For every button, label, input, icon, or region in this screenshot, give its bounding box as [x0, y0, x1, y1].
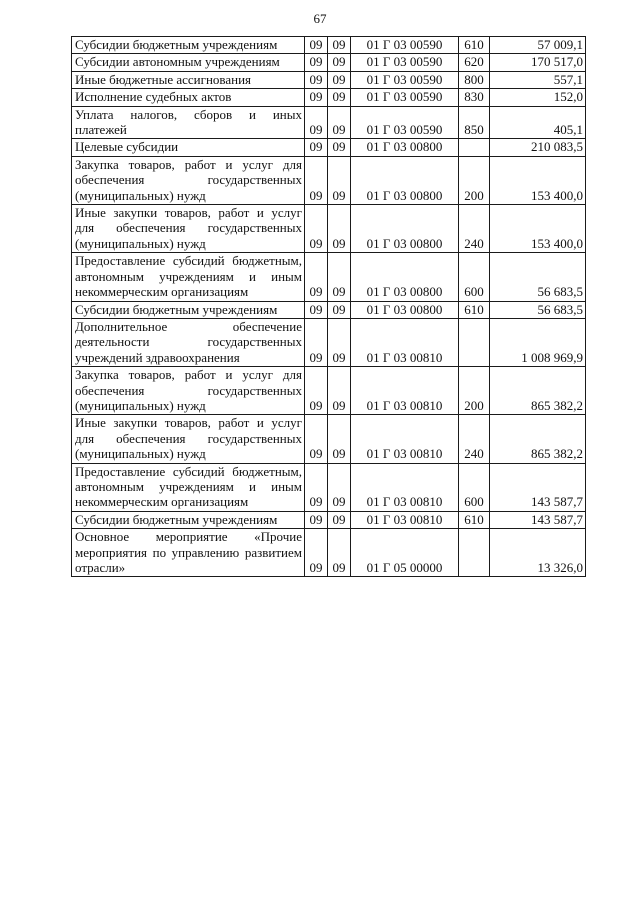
table-row: [72, 71, 586, 88]
budget-table-body: [72, 37, 586, 577]
row-section: 09: [305, 301, 328, 318]
row-expense-type: 800: [459, 71, 490, 88]
row-amount: 143 587,7: [490, 463, 586, 511]
table-row: [72, 301, 586, 318]
row-name: Субсидии бюджетным учреждениям: [72, 301, 305, 318]
row-amount: 56 683,5: [490, 253, 586, 301]
row-amount: 153 400,0: [490, 156, 586, 204]
row-target-article: 01 Г 03 00810: [351, 318, 459, 366]
row-section: 09: [305, 463, 328, 511]
row-expense-type: 200: [459, 156, 490, 204]
table-row: [72, 156, 586, 204]
table-row: [72, 54, 586, 71]
row-name: Предоставление субсидий бюджетным, автономным учреждениям и иным некоммерческим организациям: [72, 253, 305, 301]
row-name: Целевые субсидии: [72, 139, 305, 156]
row-amount: 405,1: [490, 106, 586, 139]
row-target-article: 01 Г 03 00810: [351, 511, 459, 528]
row-target-article: 01 Г 03 00590: [351, 54, 459, 71]
row-name: Субсидии бюджетным учреждениям: [72, 37, 305, 54]
row-subsection: 09: [328, 463, 351, 511]
table-row: [72, 367, 586, 415]
row-name: Иные закупки товаров, работ и услуг для обеспечения государственных (муниципальных) нужд: [72, 415, 305, 463]
table-row: [72, 89, 586, 106]
row-amount: 153 400,0: [490, 205, 586, 253]
row-expense-type: 850: [459, 106, 490, 139]
row-name: Субсидии автономным учреждениям: [72, 54, 305, 71]
row-amount: 143 587,7: [490, 511, 586, 528]
row-expense-type: 600: [459, 463, 490, 511]
row-subsection: 09: [328, 318, 351, 366]
row-expense-type: [459, 529, 490, 577]
row-amount: 57 009,1: [490, 37, 586, 54]
row-expense-type: 240: [459, 205, 490, 253]
row-section: 09: [305, 37, 328, 54]
row-target-article: 01 Г 03 00800: [351, 205, 459, 253]
table-row: [72, 463, 586, 511]
row-section: 09: [305, 54, 328, 71]
row-target-article: 01 Г 03 00590: [351, 37, 459, 54]
row-name: Дополнительное обеспечение деятельности государственных учреждений здравоохранения: [72, 318, 305, 366]
table-row: [72, 511, 586, 528]
row-subsection: 09: [328, 106, 351, 139]
row-amount: 557,1: [490, 71, 586, 88]
row-section: 09: [305, 89, 328, 106]
row-expense-type: [459, 318, 490, 366]
row-name: Субсидии бюджетным учреждениям: [72, 511, 305, 528]
table-row: [72, 529, 586, 577]
row-target-article: 01 Г 03 00800: [351, 139, 459, 156]
row-amount: 210 083,5: [490, 139, 586, 156]
row-amount: 865 382,2: [490, 367, 586, 415]
row-expense-type: 610: [459, 511, 490, 528]
row-expense-type: 620: [459, 54, 490, 71]
row-expense-type: 830: [459, 89, 490, 106]
row-target-article: 01 Г 03 00800: [351, 156, 459, 204]
row-target-article: 01 Г 05 00000: [351, 529, 459, 577]
row-amount: 152,0: [490, 89, 586, 106]
row-name: Предоставление субсидий бюджетным, автономным учреждениям и иным некоммерческим организациям: [72, 463, 305, 511]
table-row: [72, 106, 586, 139]
row-amount: 865 382,2: [490, 415, 586, 463]
row-subsection: 09: [328, 71, 351, 88]
row-target-article: 01 Г 03 00590: [351, 71, 459, 88]
row-amount: 170 517,0: [490, 54, 586, 71]
table-row: [72, 37, 586, 54]
row-name: Иные закупки товаров, работ и услуг для обеспечения государственных (муниципальных) нужд: [72, 205, 305, 253]
row-subsection: 09: [328, 529, 351, 577]
row-target-article: 01 Г 03 00810: [351, 415, 459, 463]
table-row: [72, 253, 586, 301]
row-target-article: 01 Г 03 00810: [351, 463, 459, 511]
row-expense-type: 600: [459, 253, 490, 301]
row-expense-type: 610: [459, 301, 490, 318]
row-target-article: 01 Г 03 00590: [351, 106, 459, 139]
row-subsection: 09: [328, 253, 351, 301]
row-expense-type: [459, 139, 490, 156]
row-amount: 13 326,0: [490, 529, 586, 577]
row-subsection: 09: [328, 511, 351, 528]
row-target-article: 01 Г 03 00800: [351, 253, 459, 301]
row-section: 09: [305, 106, 328, 139]
row-name: Иные бюджетные ассигнования: [72, 71, 305, 88]
row-section: 09: [305, 205, 328, 253]
row-subsection: 09: [328, 205, 351, 253]
row-subsection: 09: [328, 156, 351, 204]
row-subsection: 09: [328, 139, 351, 156]
row-section: 09: [305, 529, 328, 577]
table-row: [72, 205, 586, 253]
row-target-article: 01 Г 03 00810: [351, 367, 459, 415]
row-target-article: 01 Г 03 00590: [351, 89, 459, 106]
row-target-article: 01 Г 03 00800: [351, 301, 459, 318]
table-row: [72, 318, 586, 366]
row-subsection: 09: [328, 89, 351, 106]
budget-table: [71, 36, 586, 577]
row-expense-type: 240: [459, 415, 490, 463]
row-name: Исполнение судебных актов: [72, 89, 305, 106]
page-number: 67: [313, 11, 327, 26]
table-row: [72, 139, 586, 156]
row-subsection: 09: [328, 415, 351, 463]
table-row: [72, 415, 586, 463]
row-section: 09: [305, 156, 328, 204]
row-expense-type: 610: [459, 37, 490, 54]
row-section: 09: [305, 511, 328, 528]
row-section: 09: [305, 71, 328, 88]
row-name: Уплата налогов, сборов и иных платежей: [72, 106, 305, 139]
row-amount: 1 008 969,9: [490, 318, 586, 366]
row-section: 09: [305, 415, 328, 463]
row-name: Основное мероприятие «Прочие мероприятия по управлению развитием отрасли»: [72, 529, 305, 577]
row-section: 09: [305, 253, 328, 301]
row-section: 09: [305, 367, 328, 415]
row-expense-type: 200: [459, 367, 490, 415]
row-subsection: 09: [328, 37, 351, 54]
row-name: Закупка товаров, работ и услуг для обеспечения государственных (муниципальных) нужд: [72, 367, 305, 415]
row-section: 09: [305, 318, 328, 366]
row-subsection: 09: [328, 54, 351, 71]
row-name: Закупка товаров, работ и услуг для обеспечения государственных (муниципальных) нужд: [72, 156, 305, 204]
row-subsection: 09: [328, 301, 351, 318]
row-subsection: 09: [328, 367, 351, 415]
row-amount: 56 683,5: [490, 301, 586, 318]
row-section: 09: [305, 139, 328, 156]
